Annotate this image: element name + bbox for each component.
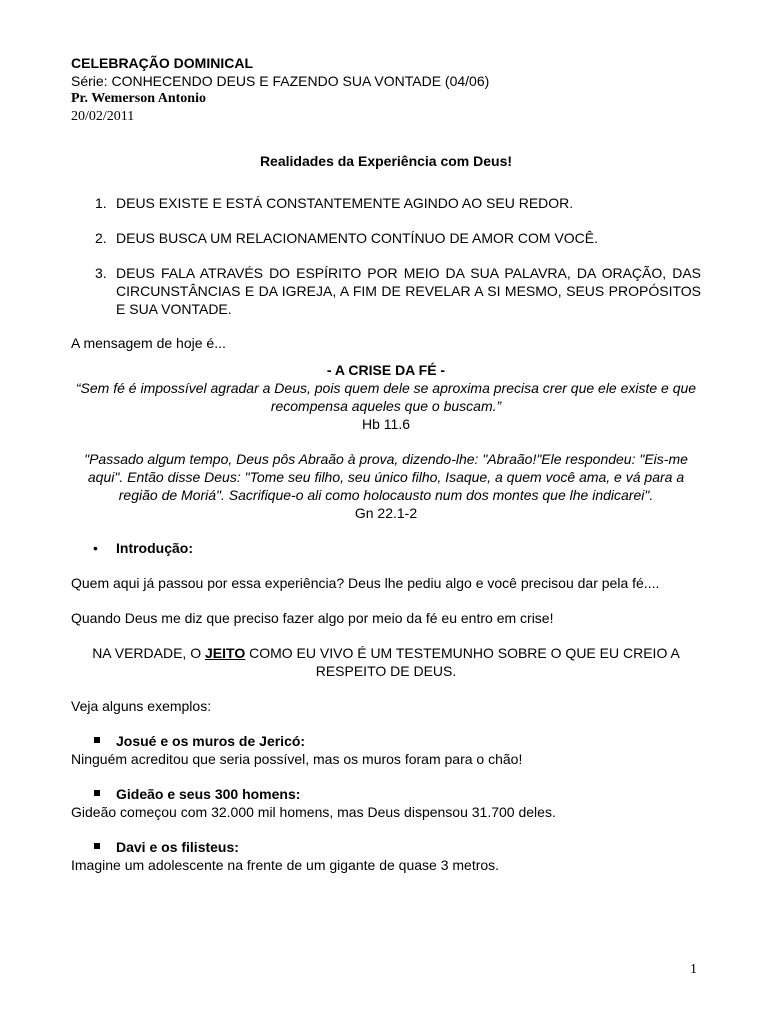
example-heading (71, 732, 701, 750)
quote-genesis: "Passado algum tempo, Deus pôs Abraão à prova, dizendo-lhe: "Abraão!"Ele respondeu: "Eis-me aqui". Então disse Deus: "Tome seu filho, seu único filho, Isaque, a quem você ama, e vá para a região de Moriá". Sacrifique-o ali como holocausto num dos montes que lhe indicarei". (84, 451, 688, 503)
pastor-name: Pr. Wemerson Antonio (71, 91, 206, 106)
square-bullet-icon (94, 790, 100, 796)
example-heading-label: Josué e os muros de Jericó: (116, 733, 306, 749)
header-title: CELEBRAÇÃO DOMINICAL (71, 55, 253, 71)
message-title: - A CRISE DA FÉ - (326, 362, 446, 378)
square-bullet-icon (94, 843, 100, 849)
series-line: Série: CONHECENDO DEUS E FAZENDO SUA VONTADE (04/06) (71, 73, 490, 89)
examples-intro: Veja alguns exemplos: (71, 698, 212, 714)
list-number: 1. (95, 195, 107, 211)
main-title: Realidades da Experiência com Deus! (259, 153, 513, 169)
date-line: 20/02/2011 (71, 109, 135, 124)
example-text: Gideão começou com 32.000 mil homens, mas Deus dispensou 31.700 deles. (71, 804, 556, 820)
example-text: Ninguém acreditou que seria possível, mas os muros foram para o chão! (71, 751, 523, 767)
square-bullet-icon (94, 737, 100, 743)
intro-heading (71, 539, 701, 557)
example-text: Imagine um adolescente na frente de um gigante de quase 3 metros. (71, 857, 500, 873)
list-text: DEUS BUSCA UM RELACIONAMENTO CONTÍNUO DE AMOR COM VOCÊ. (116, 230, 599, 246)
statement (71, 644, 701, 680)
intro-paragraph-2: Quando Deus me diz que preciso fazer algo por meio da fé eu entro em crise! (71, 610, 554, 626)
example-heading (71, 785, 701, 803)
statement-emphasis: JEITO (205, 645, 246, 661)
message-intro: A mensagem de hoje é... (71, 335, 226, 351)
page-number: 1 (690, 962, 697, 977)
example-heading-label: Davi e os filisteus: (116, 839, 239, 855)
quote-hebrews: “Sem fé é impossível agradar a Deus, pois quem dele se aproxima precisa crer que ele existe e que recompensa aqueles que o buscam.” (75, 380, 697, 414)
intro-paragraph-1: Quem aqui já passou por essa experiência? Deus lhe pediu algo e você precisou dar pela fé.... (71, 575, 660, 591)
document-page (71, 54, 701, 874)
bullet-icon: • (93, 540, 98, 556)
list-number: 2. (95, 230, 107, 246)
example-heading (71, 838, 701, 856)
intro-heading-label: Introdução: (116, 540, 193, 556)
list-item (71, 194, 701, 212)
list-item (71, 264, 701, 318)
quote-genesis-ref: Gn 22.1-2 (354, 505, 418, 521)
list-number: 3. (95, 265, 107, 281)
list-item (71, 229, 701, 247)
quote-hebrews-ref: Hb 11.6 (362, 416, 410, 432)
realities-list (71, 194, 701, 318)
example-heading-label: Gideão e seus 300 homens: (116, 786, 301, 802)
list-text: DEUS EXISTE E ESTÁ CONSTANTEMENTE AGINDO AO SEU REDOR. (116, 195, 574, 211)
list-text: DEUS FALA ATRAVÉS DO ESPÍRITO POR MEIO DA SUA PALAVRA, DA ORAÇÃO, DAS CIRCUNSTÂNCIAS E DA IGREJA, A FIM DE REVELAR A SI MESMO, SEUS PROPÓSITOS E SUA VONTADE. (116, 265, 701, 317)
statement-after: COMO EU VIVO É UM TESTEMUNHO SOBRE O QUE EU CREIO A RESPEITO DE DEUS. (245, 645, 680, 679)
statement-before: NA VERDADE, O (92, 645, 205, 661)
